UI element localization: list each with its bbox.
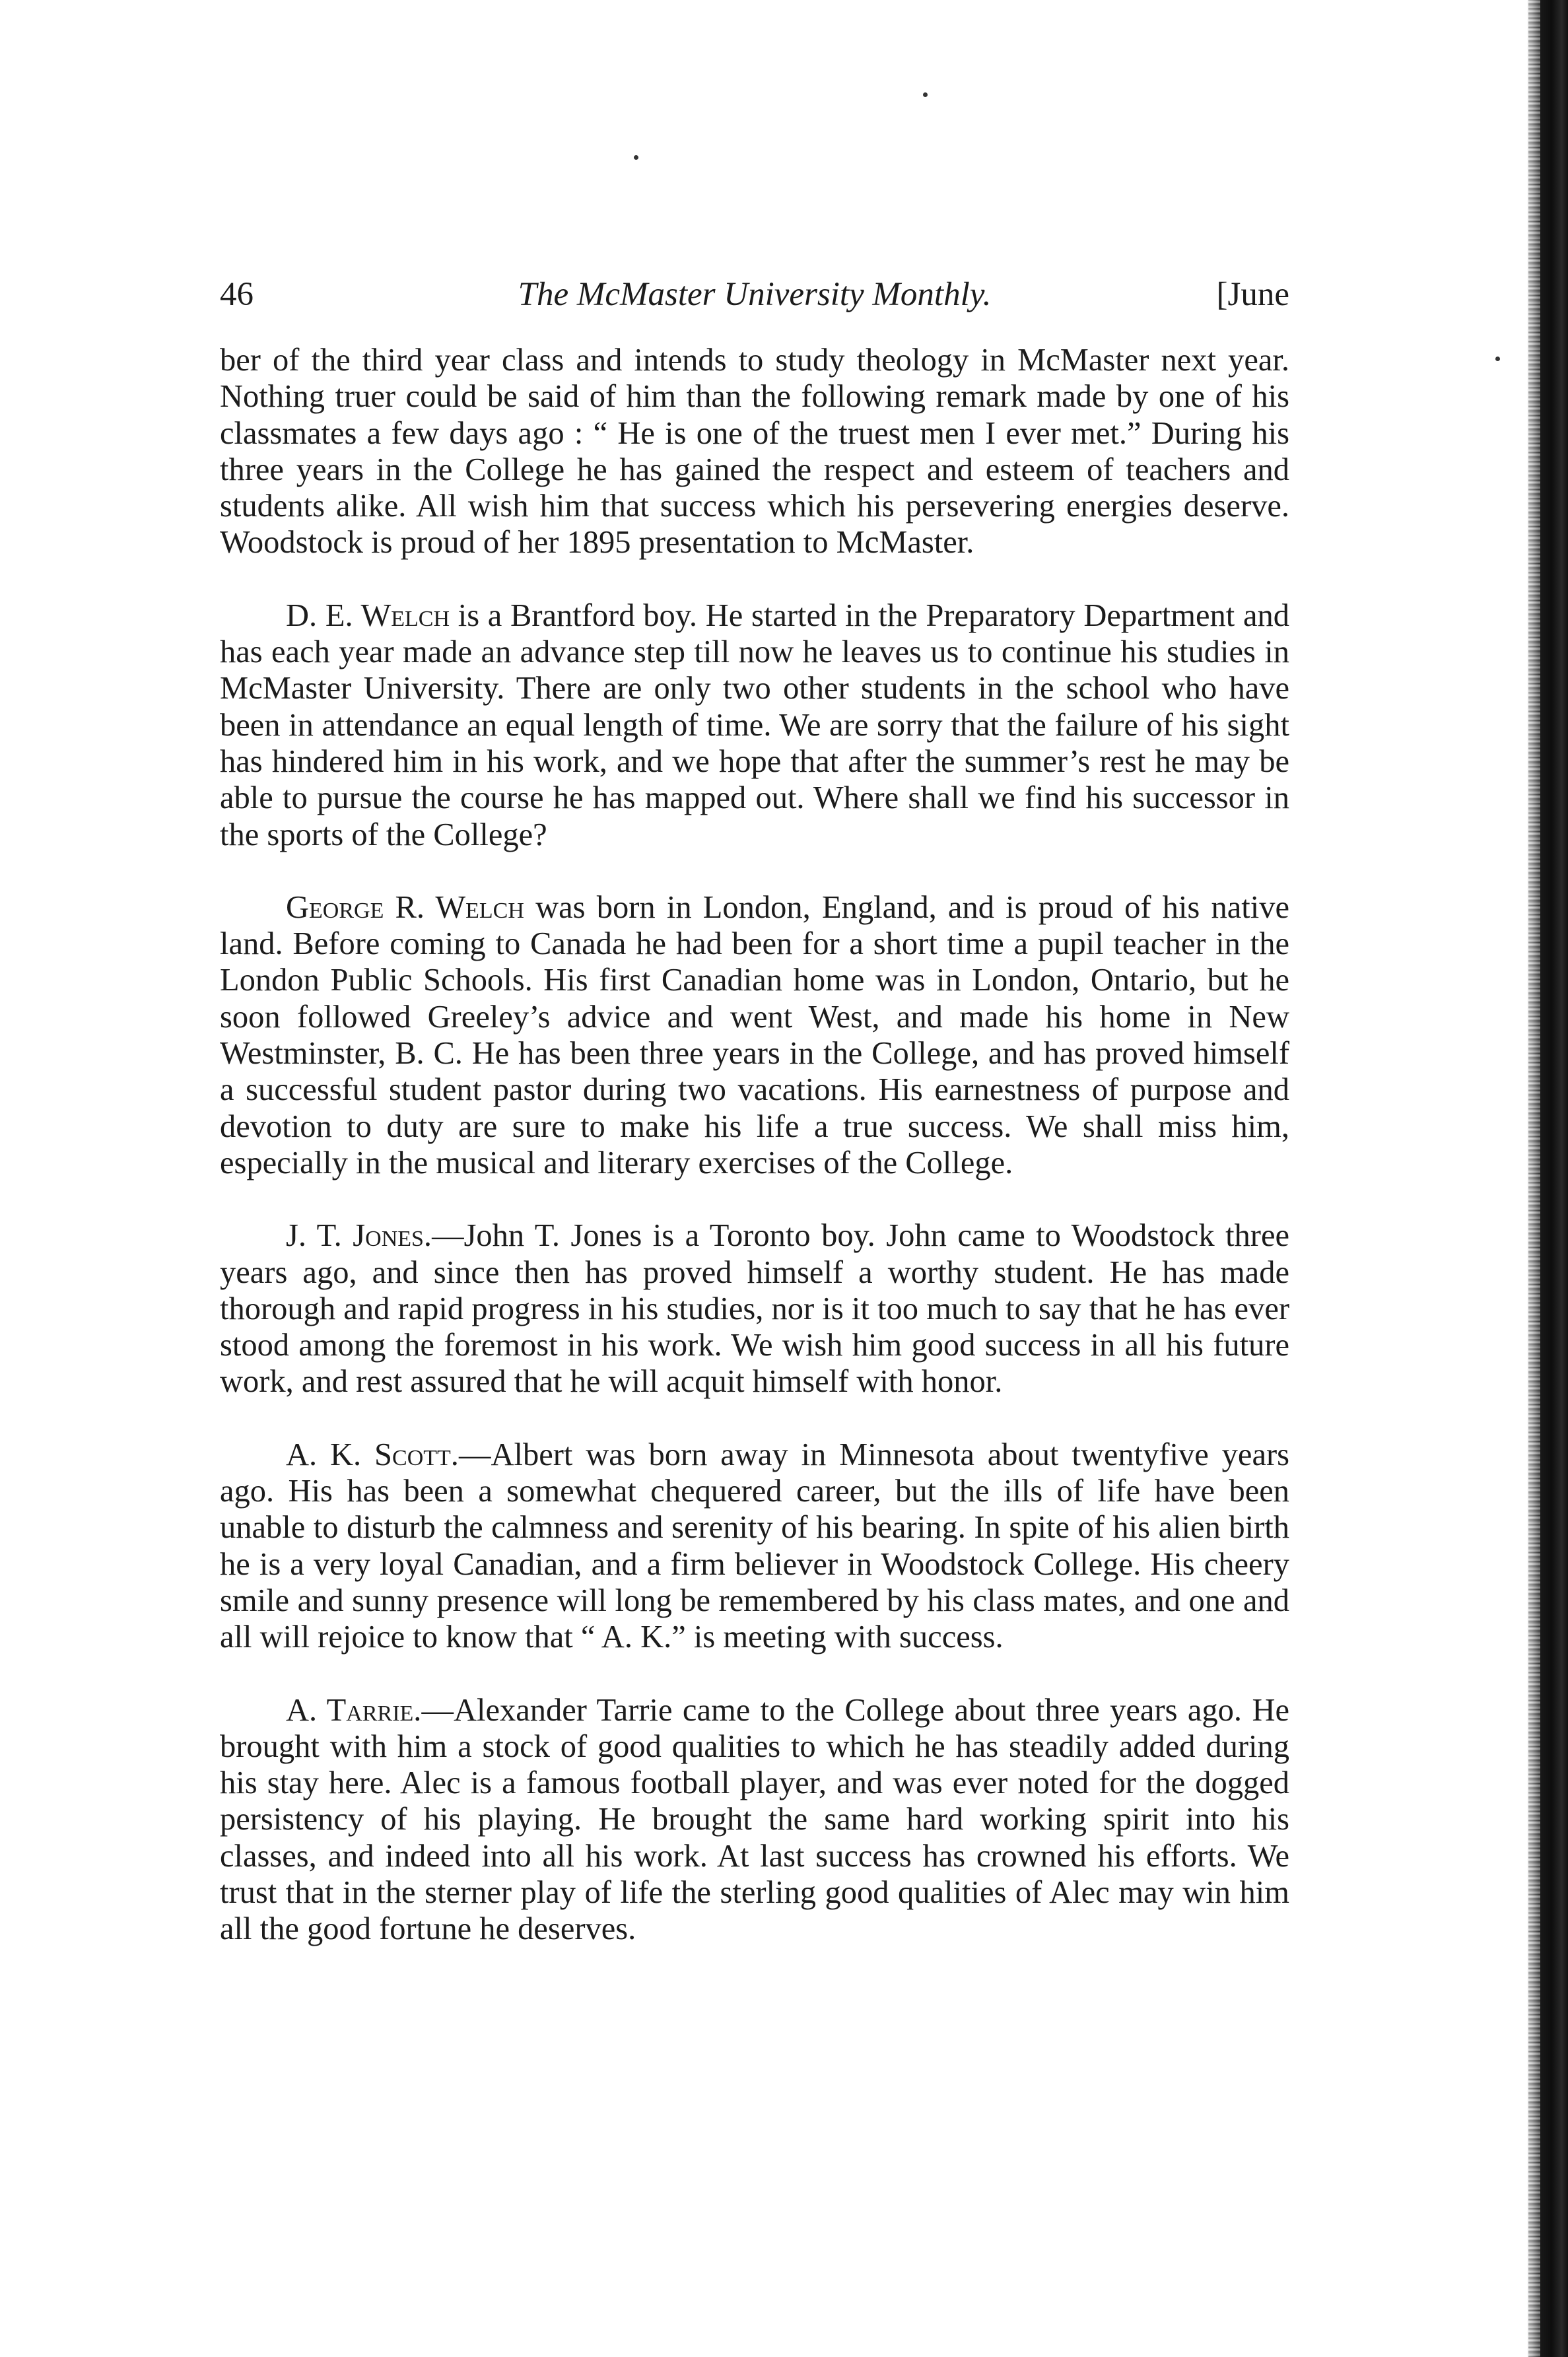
paragraph-lead-name: J. T. Jones. xyxy=(286,1218,432,1254)
running-head xyxy=(220,267,1289,320)
paragraph-text: —Albert was born away in Minnesota about twentyfive years ago. His has been a somewhat chequered career, but the ills of life have been unable to disturb the calmness and serenity of his bearing. In spite of his alien birth he is a very loyal Canadian, and a firm believer in Woodstock College. His cheery smile and sunny presence will long be remembered by his class mates, and one and all will rejoice to know that “ A. K.” is meeting with success. xyxy=(220,1437,1289,1655)
paragraph-lead-name: D. E. Welch xyxy=(286,598,450,633)
paragraph-text: —John T. Jones is a Toronto boy. John came to Woodstock three years ago, and since then has proved himself a worthy student. He has made thorough and rapid progress in his studies, nor is it too much to say that he has ever stood among the foremost in his work. We wish him good success in all his future work, and rest assured that he will acquit himself with honor. xyxy=(220,1218,1289,1400)
journal-title: The McMaster University Monthly. xyxy=(518,276,992,313)
scan-speck xyxy=(634,155,638,160)
paragraph-jones xyxy=(220,1217,1289,1400)
page-number: 46 xyxy=(220,276,254,313)
article-body xyxy=(220,342,1289,1984)
paragraph-text: is a Brantford boy. He started in the Preparatory Department and has each year made an advance step till now he leaves us to continue his studies in McMaster University. There are only two other students in the school who have been in attendance an equal length of time. We are sorry that the failure of his sight has hindered him in his work, and we hope that after the summer’s rest he may be able to pursue the course he has mapped out. Where shall we find his successor in the sports of the College? xyxy=(220,598,1289,852)
paragraph-text: was born in London, England, and is proud of his native land. Before coming to Canada he had been for a short time a pupil teacher in the London Public Schools. His first Canadian home was in London, Ontario, but he soon followed Greeley’s advice and went West, and made his home in New Westminster, B. C. He has been three years in the College, and has proved himself a successful student pastor during two vacations. His earnestness of purpose and devotion to duty are sure to make his life a true success. We shall miss him, especially in the musical and literary exercises of the College. xyxy=(220,889,1289,1180)
binding-edge-shadow xyxy=(1527,0,1568,2357)
paragraph-welch-george xyxy=(220,889,1289,1181)
paragraph-welch-de xyxy=(220,598,1289,853)
paragraph-lead-name: George R. Welch xyxy=(286,889,524,925)
paragraph-scott xyxy=(220,1437,1289,1656)
paragraph-lead-name: A. K. Scott. xyxy=(286,1437,459,1472)
paragraph-continued xyxy=(220,342,1289,561)
paragraph-lead-name: A. Tarrie. xyxy=(286,1692,422,1728)
issue-month: [June xyxy=(1216,276,1289,313)
scan-speck xyxy=(1495,357,1500,361)
paragraph-text: ber of the third year class and intends to study theology in McMaster next year. Nothing truer could be said of him than the following remark made by one of his classmates a few days ago : “ He is one of the truest men I ever met.” During his three years in the College he has gained the respect and esteem of teachers and students alike. All wish him that success which his persevering energies deserve. Woodstock is proud of her 1895 presentation to McMaster. xyxy=(220,343,1289,561)
paragraph-text: —Alexander Tarrie came to the College about three years ago. He brought with him a stock of good qualities to which he has steadily added during his stay here. Alec is a famous football player, and was ever noted for the dogged persistency of his playing. He brought the same hard working spirit into his classes, and indeed into all his work. At last success has crowned his efforts. We trust that in the sterner play of life the sterling good qualities of Alec may win him all the good fortune he deserves. xyxy=(220,1692,1289,1947)
scan-speck xyxy=(923,92,928,97)
paragraph-tarrie xyxy=(220,1692,1289,1948)
